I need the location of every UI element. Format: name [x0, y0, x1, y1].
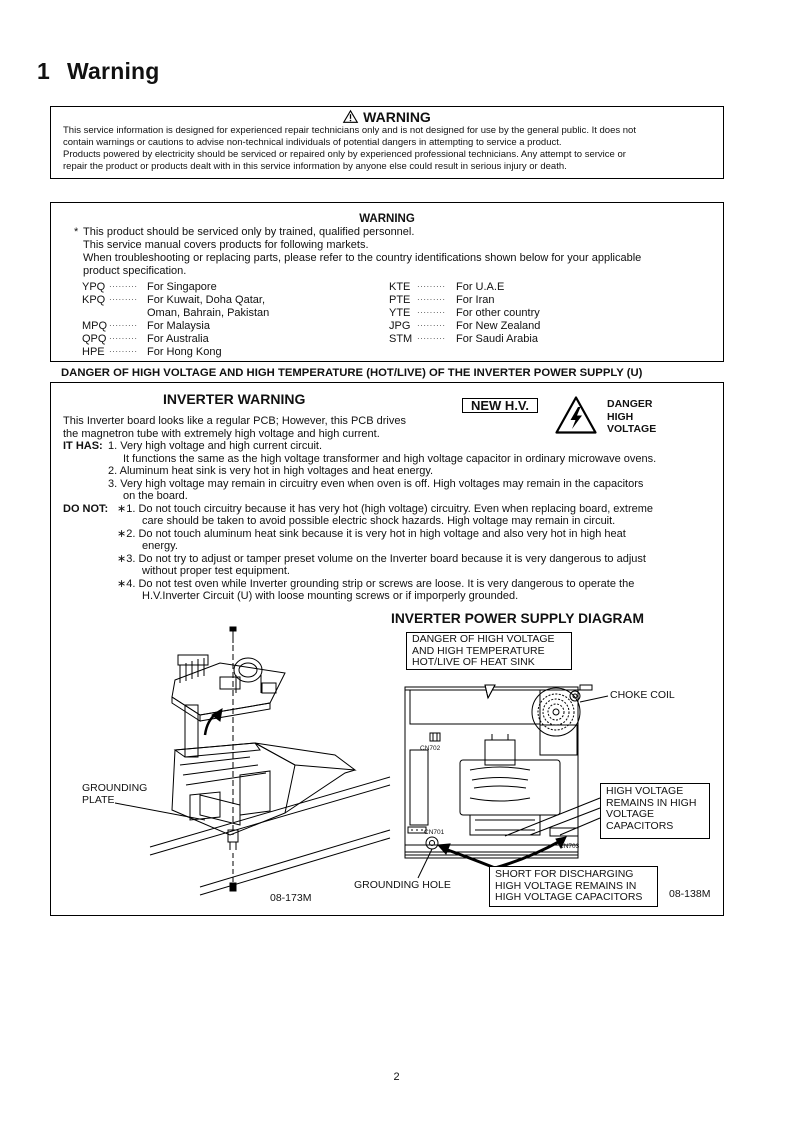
market-code: MPQ	[82, 320, 108, 332]
callout-line: HOT/LIVE OF HEAT SINK	[412, 656, 535, 668]
grounding-plate-label	[82, 783, 147, 806]
cn702-label: CN702	[420, 745, 441, 752]
diagram-title: INVERTER POWER SUPPLY DIAGRAM	[391, 611, 644, 626]
danger-label-line: VOLTAGE	[607, 423, 657, 435]
market-code: QPQ	[82, 333, 107, 345]
leader-dots: ·········	[109, 282, 138, 291]
leader-dots: ·········	[109, 295, 138, 304]
grounding-hole-label: GROUNDING HOLE	[354, 879, 451, 891]
heat-sink-danger-callout	[406, 632, 572, 670]
callout-line: DANGER OF HIGH VOLTAGE	[412, 633, 555, 645]
market-code: HPE	[82, 346, 105, 358]
leader-dots: ·········	[109, 347, 138, 356]
do-not-item-cont: H.V.Inverter Circuit (U) with loose mounting screws or if imporperly grounded.	[142, 590, 519, 602]
section-number: 1	[37, 58, 50, 84]
market-desc: For Malaysia	[147, 320, 210, 332]
market-desc: For Hong Kong	[147, 346, 222, 358]
has-item-cont: It functions the same as the high voltage transformer and high voltage capacitor in ordinary microwave ovens.	[123, 452, 657, 465]
market-desc: For Saudi Arabia	[456, 333, 538, 345]
market-line: This service manual covers products for following markets.	[83, 239, 369, 251]
market-warning-title: WARNING	[359, 213, 415, 225]
warning-line: This service information is designed for experienced repair technicians only and is not designed for use by the general public. It does not	[63, 125, 636, 136]
leader-dots: ·········	[109, 321, 138, 330]
do-not-item-cont: without proper test equipment.	[142, 565, 290, 577]
do-not-item: ∗4. Do not test oven while Inverter grounding strip or screws are loose. It is very dangerous to operate the	[117, 577, 635, 590]
market-desc: For New Zealand	[456, 320, 541, 332]
new-hv-badge: NEW H.V.	[462, 398, 538, 413]
callout-line: REMAINS IN HIGH	[606, 796, 697, 809]
market-desc: Oman, Bahrain, Pakistan	[147, 307, 270, 319]
has-item: 1. Very high voltage and high current circuit.	[108, 440, 323, 452]
section-title: Warning	[67, 58, 160, 84]
market-code: YPQ	[82, 281, 106, 293]
danger-heading: DANGER OF HIGH VOLTAGE AND HIGH TEMPERATURE (HOT/LIVE) OF THE INVERTER POWER SUPPLY (U)	[61, 367, 643, 379]
do-not-item: ∗1. Do not touch circuitry because it has very hot (high voltage) circuitry. Even when replacing board, extreme	[117, 502, 654, 515]
market-desc: For Kuwait, Doha Qatar,	[147, 294, 265, 306]
inverter-mounting-drawing	[80, 625, 390, 900]
right-figure-code: 08-138M	[669, 888, 711, 900]
inverter-board-drawing	[400, 630, 720, 900]
short-discharge-callout	[489, 866, 658, 907]
callout-line: VOLTAGE	[606, 808, 655, 820]
label-line: PLATE	[82, 793, 115, 806]
market-code: PTE	[389, 294, 411, 306]
warning-title-text: WARNING	[363, 109, 431, 125]
leader-dots: ·········	[109, 334, 138, 343]
warning-title	[51, 109, 723, 125]
market-desc: For other country	[456, 307, 540, 319]
has-item: 2. Aluminum heat sink is very hot in high voltages and heat energy.	[108, 465, 434, 477]
market-code: JPG	[389, 320, 411, 332]
market-desc: For Australia	[147, 333, 209, 345]
do-not-item-cont: care should be taken to avoid possible electric shock hazards. High voltage may remain in circuit.	[142, 515, 616, 527]
market-code: STM	[389, 333, 413, 345]
leader-dots: ·········	[417, 308, 446, 317]
market-desc: For Iran	[456, 294, 495, 306]
market-code: YTE	[389, 307, 411, 319]
warning-triangle-icon	[343, 110, 358, 123]
has-item-cont: on the board.	[123, 490, 188, 502]
do-not-item: ∗3. Do not try to adjust or tamper preset volume on the Inverter board because it is very dangerous to adjust	[117, 552, 646, 565]
market-line: This product should be serviced only by trained, qualified personnel.	[83, 226, 415, 238]
market-warning-box	[50, 202, 724, 362]
warning-line: Products powered by electricity should be serviced or repaired only by experienced professional technicians. Any attempt to service or	[63, 149, 626, 160]
market-code: KPQ	[82, 294, 106, 306]
page-title	[37, 58, 160, 85]
cn701-label: CN701	[424, 829, 445, 836]
page-number: 2	[393, 1071, 400, 1083]
do-not-label: DO NOT:	[63, 502, 109, 515]
market-line: When troubleshooting or replacing parts, please refer to the country identifications shown below for your applicable	[83, 252, 642, 264]
leader-dots: ·········	[417, 295, 446, 304]
market-line: product specification.	[83, 265, 187, 277]
do-not-item-cont: energy.	[142, 540, 178, 552]
callout-line: CAPACITORS	[606, 819, 674, 832]
leader-dots: ·········	[417, 321, 446, 330]
asterisk-mark: *	[74, 226, 79, 238]
hv-capacitor-callout	[600, 783, 710, 839]
label-line: GROUNDING	[82, 782, 148, 794]
high-voltage-icon	[555, 396, 597, 434]
warning-line: repair the product or products dealt with in this service information by anyone else could result in serious injury or death.	[63, 161, 567, 172]
it-has-label: IT HAS:	[63, 440, 103, 452]
do-not-item: ∗2. Do not touch aluminum heat sink because it is very hot in high voltage and also very hot in high heat	[117, 527, 626, 540]
danger-label-line: DANGER	[607, 398, 653, 410]
service-warning-box	[50, 106, 724, 179]
callout-line: HIGH VOLTAGE CAPACITORS	[495, 891, 643, 903]
has-item: 3. Very high voltage may remain in circuitry even when oven is off. High voltages may remain in the capacitors	[108, 477, 644, 490]
danger-label-line: HIGH	[607, 410, 634, 423]
left-figure-code: 08-173M	[270, 892, 312, 904]
callout-line: HIGH VOLTAGE	[606, 785, 684, 797]
market-code: KTE	[389, 281, 411, 293]
warning-line: contain warnings or cautions to advise non-technical individuals of potential dangers in attempting to service a product.	[63, 137, 562, 148]
danger-high-voltage-label	[607, 398, 656, 436]
warning-body	[63, 125, 713, 173]
callout-line: AND HIGH TEMPERATURE	[412, 644, 545, 657]
intro-line: the magnetron tube with extremely high voltage and high current.	[63, 427, 380, 440]
callout-line: SHORT FOR DISCHARGING	[495, 868, 634, 880]
intro-line: This Inverter board looks like a regular PCB; However, this PCB drives	[63, 415, 406, 427]
choke-coil-label: CHOKE COIL	[610, 689, 675, 701]
leader-dots: ·········	[417, 334, 446, 343]
callout-line: HIGH VOLTAGE REMAINS IN	[495, 879, 637, 892]
leader-dots: ·········	[417, 282, 446, 291]
market-desc: For Singapore	[147, 281, 217, 293]
inverter-warning-title: INVERTER WARNING	[163, 391, 306, 407]
cn703-label: CN703	[559, 843, 580, 850]
market-desc: For U.A.E	[456, 281, 505, 293]
